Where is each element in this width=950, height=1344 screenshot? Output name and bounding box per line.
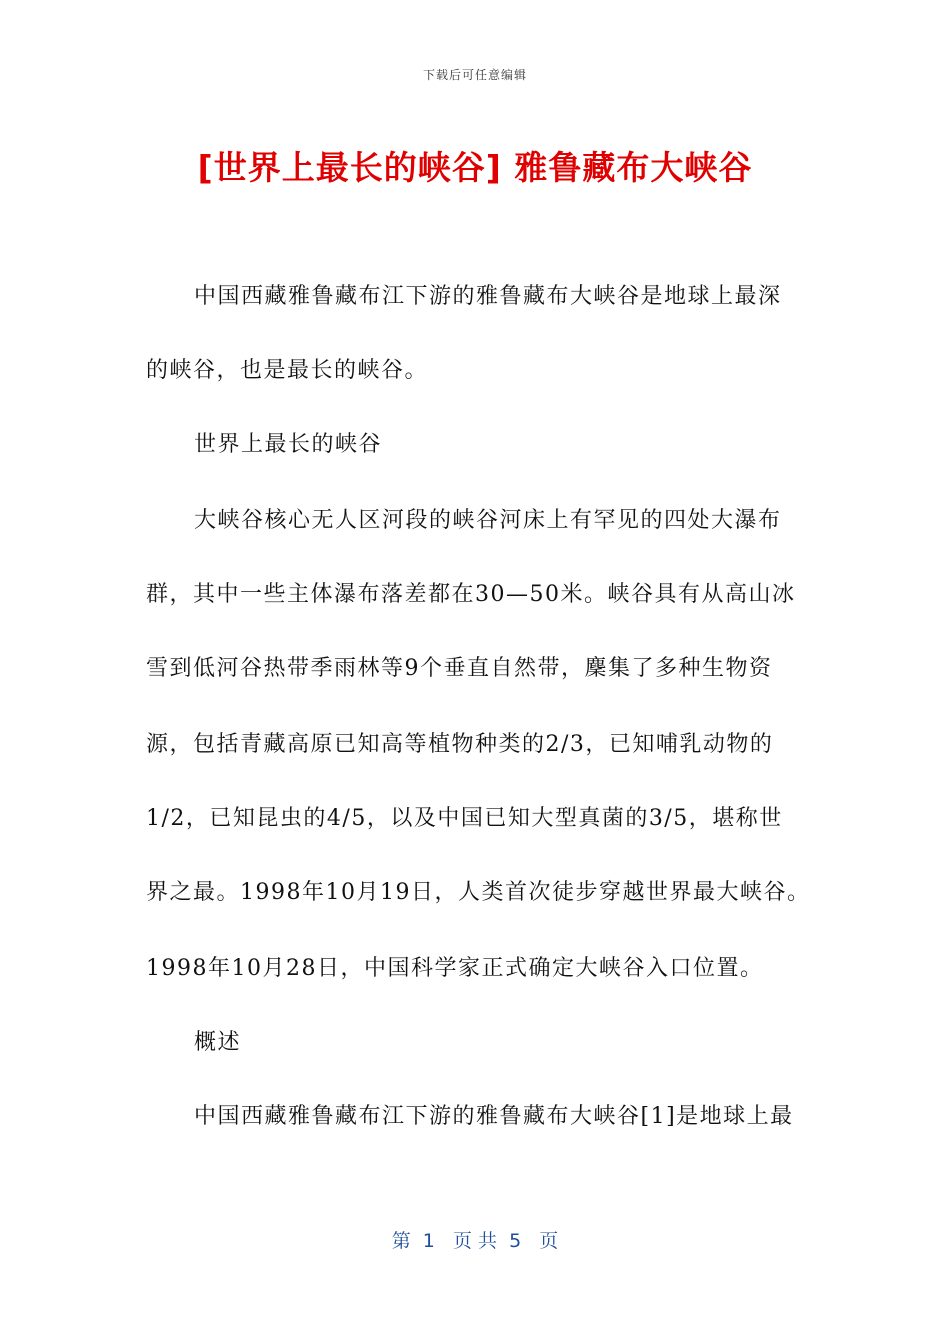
paragraph-line-10: 中国西藏雅鲁藏布江下游的雅鲁藏布大峡谷[1]是地球上最 [194, 1104, 794, 1129]
paragraph-line-8: 界之最。1998年10月19日，人类首次徒步穿越世界最大峡谷。 [146, 880, 811, 905]
paragraph-line-9: 1998年10月28日，中国科学家正式确定大峡谷入口位置。 [146, 956, 764, 981]
paragraph-line-5: 雪到低河谷热带季雨林等9个垂直自然带，麇集了多种生物资 [146, 656, 773, 681]
paragraph-line-7: 1/2，已知昆虫的4/5，以及中国已知大型真菌的3/5，堪称世 [146, 806, 783, 831]
paragraph-line-2: 的峡谷，也是最长的峡谷。 [146, 358, 429, 383]
section-heading-overview: 概述 [194, 1030, 242, 1055]
paragraph-line-3: 大峡谷核心无人区河段的峡谷河床上有罕见的四处大瀑布 [194, 508, 782, 533]
paragraph-line-1: 中国西藏雅鲁藏布江下游的雅鲁藏布大峡谷是地球上最深 [194, 284, 782, 309]
paragraph-line-6: 源，包括青藏高原已知高等植物种类的2/3，已知哺乳动物的 [146, 732, 774, 757]
paragraph-line-4: 群，其中一些主体瀑布落差都在30—50米。峡谷具有从高山冰 [146, 582, 796, 607]
document-title: [世界上最长的峡谷] 雅鲁藏布大峡谷 [197, 148, 753, 187]
header-note: 下载后可任意编辑 [422, 68, 527, 82]
section-heading-longest-canyon: 世界上最长的峡谷 [194, 432, 383, 457]
page-number-footer: 第 1 页 共 5 页 [391, 1230, 559, 1252]
